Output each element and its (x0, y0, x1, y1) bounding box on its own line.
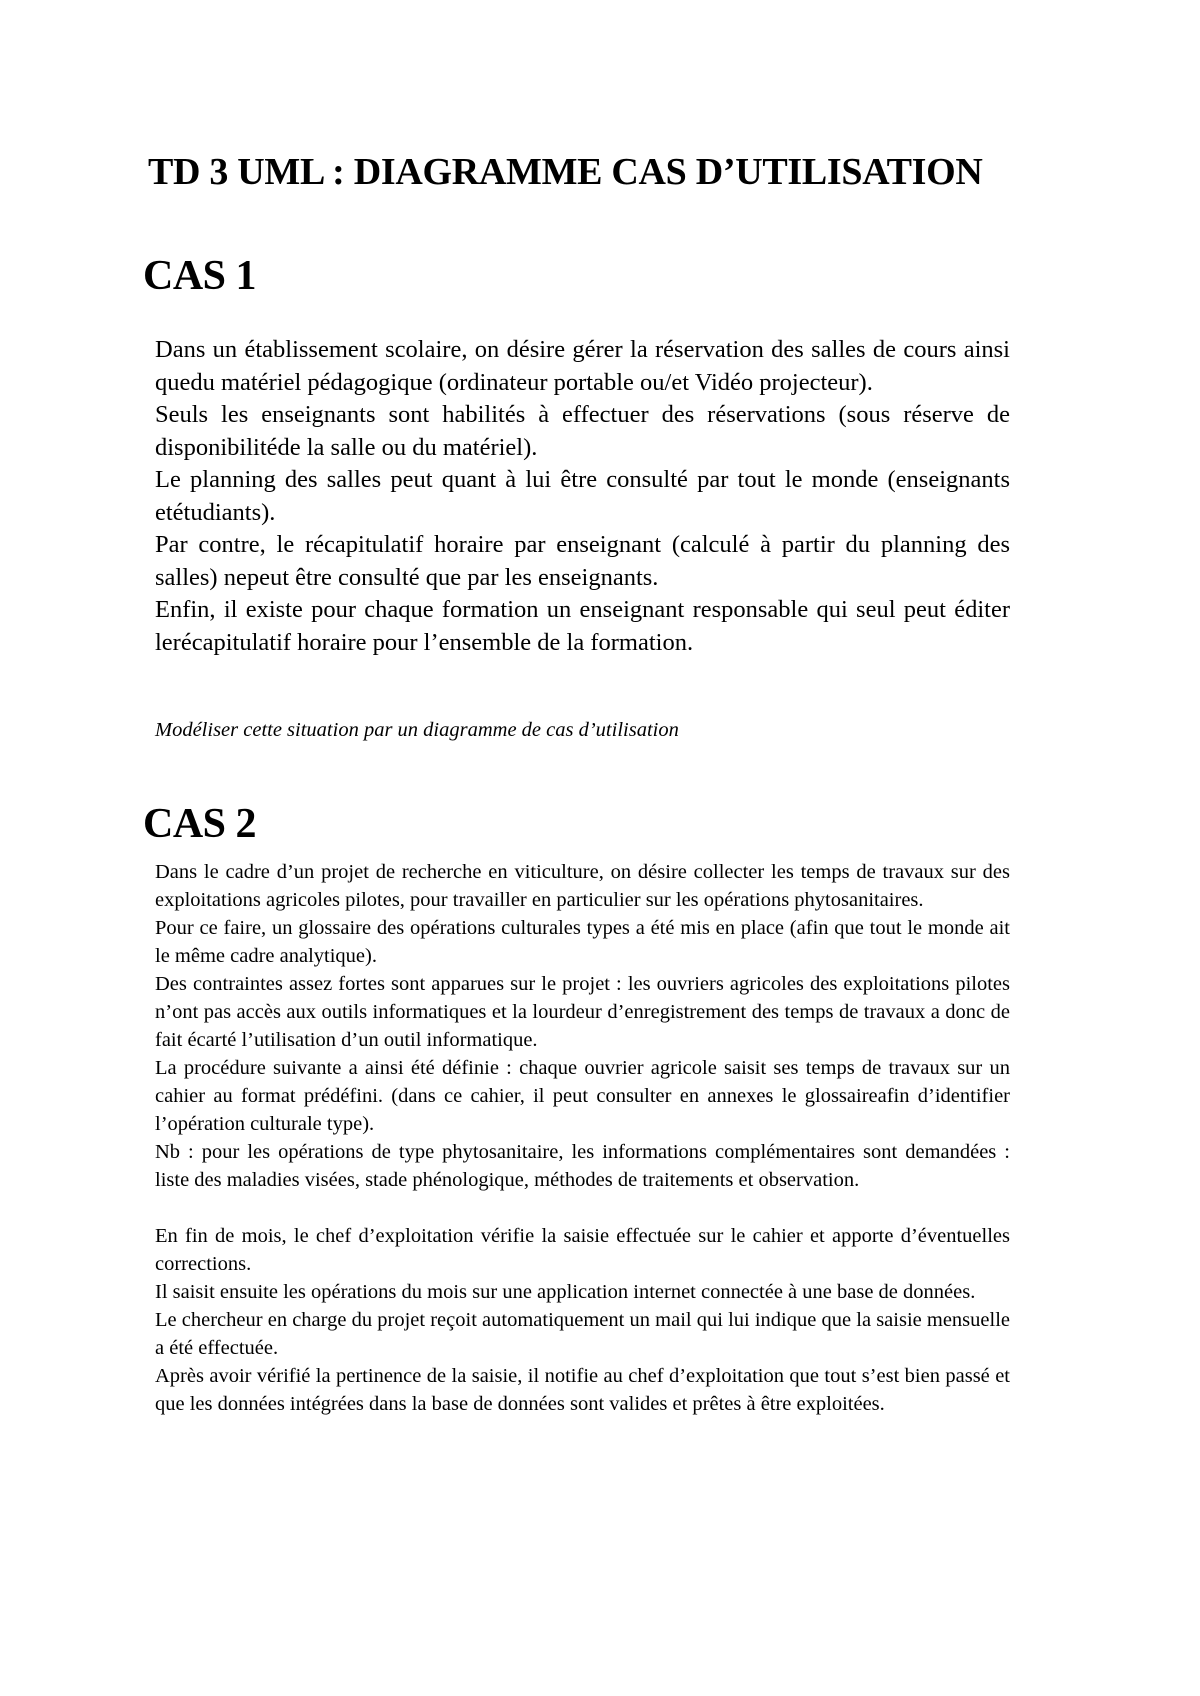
cas1-paragraph: Le planning des salles peut quant à lui être consulté par tout le monde (enseignants etétudiants). (155, 466, 1010, 526)
cas1-body (155, 334, 1010, 659)
cas1-paragraph: Dans un établissement scolaire, on désire gérer la réservation des salles de cours ainsi quedu matériel pédagogique (ordinateur portable ou/et Vidéo projecteur). (155, 336, 1010, 396)
cas1-instruction: Modéliser cette situation par un diagramme de cas d’utilisation (155, 719, 679, 741)
cas2-paragraph: Pour ce faire, un glossaire des opérations culturales types a été mis en place (afin que tout le monde ait le même cadre analytique). (155, 917, 1010, 967)
cas2-paragraph: Nb : pour les opérations de type phytosanitaire, les informations complémentaires sont demandées : liste des maladies visées, stade phénologique, méthodes de traitements et observation. (155, 1141, 1010, 1191)
cas2-paragraph: Après avoir vérifié la pertinence de la saisie, il notifie au chef d’exploitation que tout s’est bien passé et que les données intégrées dans la base de données sont valides et prêtes à être exploitées. (155, 1365, 1010, 1415)
cas2-paragraph: Des contraintes assez fortes sont apparues sur le projet : les ouvriers agricoles des exploitations pilotes n’ont pas accès aux outils informatiques et la lourdeur d’enregistrement des temps de travaux a donc de fait écarté l’utilisation d’un outil informatique. (155, 973, 1010, 1051)
cas2-paragraph: La procédure suivante a ainsi été définie : chaque ouvrier agricole saisit ses temps de travaux sur un cahier au format prédéfini. (dans ce cahier, il peut consulter en annexes le glossaireafin d’identifier l’opération culturale type). (155, 1057, 1010, 1135)
document-title: TD 3 UML : DIAGRAMME CAS D’UTILISATION (148, 151, 983, 193)
cas2-heading: CAS 2 (143, 801, 257, 847)
cas2-paragraph: Il saisit ensuite les opérations du mois sur une application internet connectée à une base de données. (155, 1281, 976, 1303)
cas2-paragraph: Le chercheur en charge du projet reçoit automatiquement un mail qui lui indique que la saisie mensuelle a été effectuée. (155, 1309, 1010, 1359)
cas1-heading: CAS 1 (143, 253, 257, 299)
cas1-paragraph: Par contre, le récapitulatif horaire par enseignant (calculé à partir du planning des salles) nepeut être consulté que par les enseignants. (155, 531, 1010, 591)
cas2-paragraph: Dans le cadre d’un projet de recherche en viticulture, on désire collecter les temps de travaux sur des exploitations agricoles pilotes, pour travailler en particulier sur les opérations phytosanitaires. (155, 861, 1010, 911)
cas2-body (155, 858, 1010, 1418)
cas2-paragraph: En fin de mois, le chef d’exploitation vérifie la saisie effectuée sur le cahier et apporte d’éventuelles corrections. (155, 1225, 1010, 1275)
cas1-paragraph: Enfin, il existe pour chaque formation un enseignant responsable qui seul peut éditer lerécapitulatif horaire pour l’ensemble de la formation. (155, 596, 1010, 656)
cas1-paragraph: Seuls les enseignants sont habilités à effectuer des réservations (sous réserve de disponibilitéde la salle ou du matériel). (155, 401, 1010, 461)
